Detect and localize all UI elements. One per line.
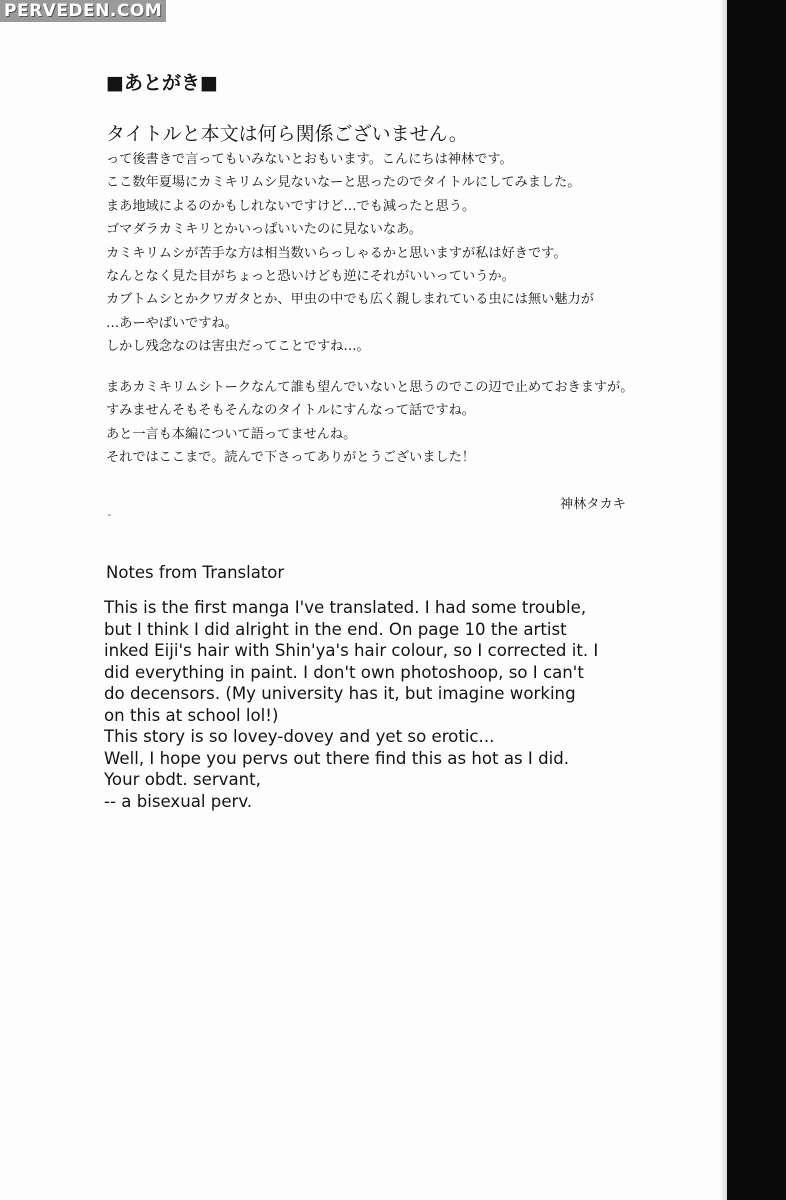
afterword-paragraph-2 [106,376,706,470]
text-line: それではここまで。読んで下さってありがとうございました！ [106,450,475,466]
binding-margin-bar [727,0,786,1200]
afterword-paragraph-1 [106,148,706,359]
text-line: しかし残念なのは害虫だってことですね…。 [106,339,370,355]
note-line: inked Eiji's hair with Shin'ya's hair colour, so I corrected it. I [104,641,599,660]
text-line: …あーやばいですね。 [106,315,238,331]
text-line: あと一言も本編について語ってませんね。 [106,426,357,442]
note-line: Well, I hope you pervs out there find this as hot as I did. [104,748,570,768]
translator-notes-title: Notes from Translator [106,563,285,582]
text-line: カミキリムシが苦手な方は相当数いらっしゃるかと思いますが私は好きです。 [106,245,567,261]
text-line: まあカミキリムシトークなんて誰も望んでいないと思うのでこの辺で止めておきますが。 [106,380,634,395]
afterword-subtitle: タイトルと本文は何ら関係ございません。 [106,123,468,145]
text-line: なんとなく見た目がちょっと恐いけども逆にそれがいいっていうか。 [106,269,515,285]
note-line: do decensors. (My university has it, but imagine working [104,684,576,703]
note-line: Your obdt. servant, [104,770,261,789]
translator-notes-body [104,597,616,812]
scan-speck [108,514,111,516]
watermark-logo: PERVEDEN.COM [0,0,166,22]
text-line: ここ数年夏場にカミキリムシ見ないなーと思ったのでタイトルにしてみました。 [106,175,581,191]
note-line: -- a bisexual perv. [104,791,253,811]
author-signature: 神林タカキ [560,497,626,512]
afterword-heading: ■あとがき■ [106,72,218,94]
text-line: って後書きで言ってもいみないとおもいます。こんにちは神林です。 [106,152,513,167]
note-line: on this at school lol!) [104,705,279,725]
text-line: すみませんそもそもそんなのタイトルにすんなって話ですね。 [106,403,475,419]
note-line: This story is so lovey-dovey and yet so erotic... [104,727,495,746]
text-line: ゴマダラカミキリとかいっぱいいたのに見ないなあ。 [106,222,422,238]
note-line: but I think I did alright in the end. On page 10 the artist [104,619,567,639]
text-line: まあ地域によるのかもしれないですけど…でも減ったと思う。 [106,198,476,214]
note-line: This is the first manga I've translated. I had some trouble, [104,598,587,617]
text-line: カブトムシとかクワガタとか、甲虫の中でも広く親しまれている虫には無い魅力が [106,292,594,308]
note-line: did everything in paint. I don't own photoshoop, so I can't [104,662,584,682]
binding-shadow [720,0,727,1200]
